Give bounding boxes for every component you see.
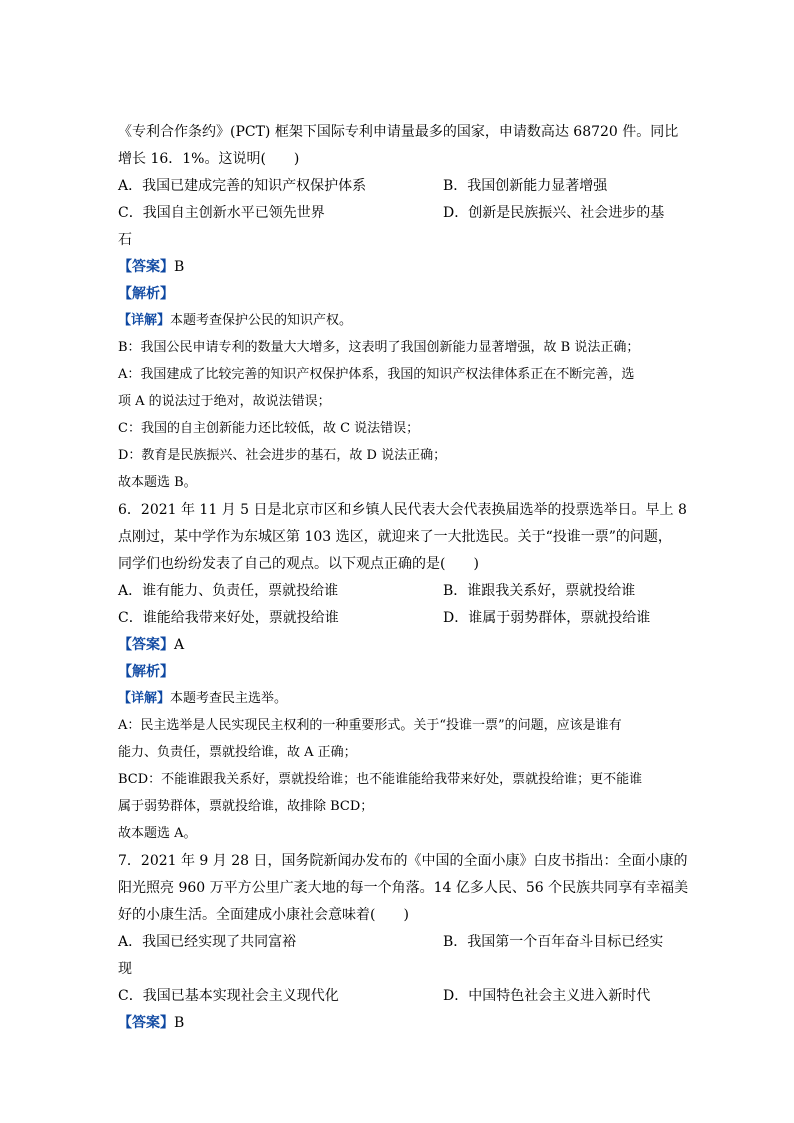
q6-answer xyxy=(118,635,184,655)
q5-option-d-line-1: D．创新是民族振兴、社会进步的基 xyxy=(443,205,665,221)
answer-value: B xyxy=(174,259,185,275)
detail-label: 【详解】 xyxy=(118,691,171,706)
q7-stem-line-2: 阳光照亮 960 万平方公里广袤大地的每一个角落。14 亿多人民、56 个民族共同享有幸福美 xyxy=(118,880,689,896)
answer-value: B xyxy=(174,1015,185,1031)
q6-explanation-1-line-2: 能力、负责任，票就投给谁，故 A 正确； xyxy=(118,745,357,760)
q6-stem-line-1: 6．2021 年 11 月 5 日是北京市区和乡镇人民代表大会代表换届选举的投票选举日。早上 8 xyxy=(118,502,687,518)
q5-conclusion: 故本题选 B。 xyxy=(118,475,197,490)
q6-analysis-label xyxy=(118,662,174,682)
q5-analysis-label xyxy=(118,284,174,304)
q7-stem-line-1: 7．2021 年 9 月 28 日，国务院新闻办发布的《中国的全面小康》白皮书指出：全面小康的 xyxy=(118,853,688,869)
q5-answer xyxy=(118,257,184,277)
q6-option-d: D．谁属于弱势群体，票就投给谁 xyxy=(443,610,651,626)
q7-option-d: D．中国特色社会主义进入新时代 xyxy=(443,988,651,1004)
answer-value: A xyxy=(174,637,185,653)
q5-stem-line-1: 《专利合作条约》(PCT) 框架下国际专利申请量最多的国家，申请数高达 68720 件。同比 xyxy=(118,124,679,140)
analysis-label: 【解析】 xyxy=(118,664,174,680)
answer-label: 【答案】 xyxy=(118,1015,174,1031)
q6-explanation-2-line-2: 属于弱势群体，票就投给谁，故排除 BCD； xyxy=(118,799,374,814)
q6-option-a: A．谁有能力、负责任，票就投给谁 xyxy=(118,583,339,599)
q5-explanation-3: C：我国的自主创新能力还比较低，故 C 说法错误； xyxy=(118,421,420,436)
q5-explanation-2-line-2: 项 A 的说法过于绝对，故说法错误； xyxy=(118,394,331,409)
q5-explanation-1: B：我国公民申请专利的数量大大增多，这表明了我国创新能力显著增强，故 B 说法正确； xyxy=(118,340,640,355)
q5-option-c: C．我国自主创新水平已领先世界 xyxy=(118,205,325,221)
q6-option-b: B．谁跟我关系好，票就投给谁 xyxy=(443,583,636,599)
answer-label: 【答案】 xyxy=(118,259,174,275)
q7-option-b-line-1: B．我国第一个百年奋斗目标已经实 xyxy=(443,934,664,950)
q5-stem-line-2: 增长 16．1%。这说明( ) xyxy=(118,151,300,167)
detail-text: 本题考查保护公民的知识产权。 xyxy=(170,313,353,328)
q5-option-a: A．我国已建成完善的知识产权保护体系 xyxy=(118,178,367,194)
q5-detail xyxy=(118,311,352,331)
q7-option-b-line-2: 现 xyxy=(118,961,132,977)
analysis-label: 【解析】 xyxy=(118,286,174,302)
q6-stem-line-3: 同学们也纷纷发表了自己的观点。以下观点正确的是( ) xyxy=(118,556,479,572)
detail-label: 【详解】 xyxy=(118,313,171,328)
q7-stem-line-3: 好的小康生活。全面建成小康社会意味着( ) xyxy=(118,907,409,923)
q7-option-a: A．我国已经实现了共同富裕 xyxy=(118,934,297,950)
q7-option-c: C．我国已基本实现社会主义现代化 xyxy=(118,988,339,1004)
q5-option-d-line-2: 石 xyxy=(118,232,132,248)
q5-explanation-2-line-1: A：我国建成了比较完善的知识产权保护体系，我国的知识产权法律体系正在不断完善，选 xyxy=(118,367,635,382)
answer-label: 【答案】 xyxy=(118,637,174,653)
q5-explanation-4: D：教育是民族振兴、社会进步的基石，故 D 说法正确； xyxy=(118,448,447,463)
detail-text: 本题考查民主选举。 xyxy=(170,691,288,706)
q6-explanation-1-line-1: A：民主选举是人民实现民主权利的一种重要形式。关于“投谁一票”的问题，应该是谁有 xyxy=(118,718,622,733)
q6-explanation-2-line-1: BCD：不能谁跟我关系好，票就投给谁；也不能谁能给我带来好处，票就投给谁；更不能谁 xyxy=(118,772,643,787)
q6-stem-line-2: 点刚过，某中学作为东城区第 103 选区，就迎来了一大批选民。关于“投谁一票”的问题， xyxy=(118,529,672,545)
q5-option-b: B．我国创新能力显著增强 xyxy=(443,178,608,194)
q6-conclusion: 故本题选 A。 xyxy=(118,826,197,841)
q6-option-c: C．谁能给我带来好处，票就投给谁 xyxy=(118,610,339,626)
q7-answer xyxy=(118,1013,184,1033)
q6-detail xyxy=(118,689,287,709)
